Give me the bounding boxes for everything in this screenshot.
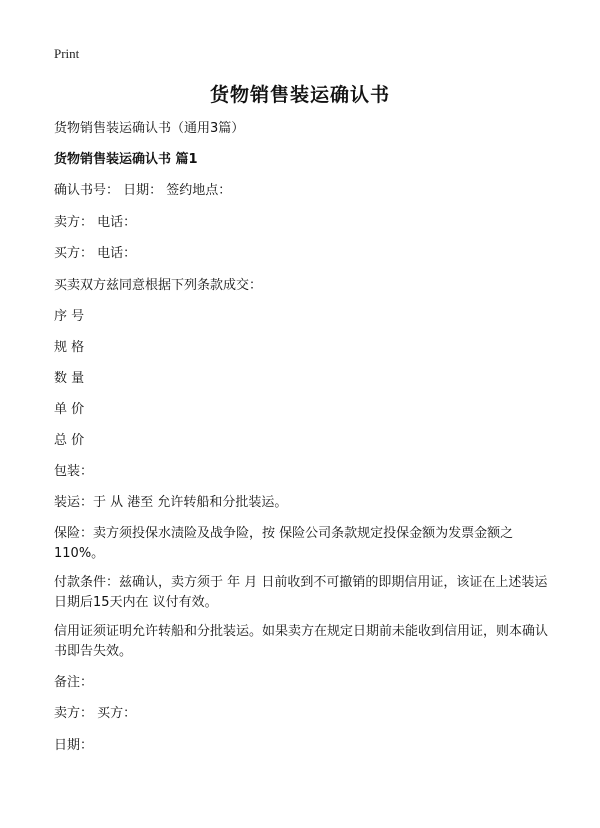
print-label[interactable]: Print	[54, 46, 80, 61]
date-line: 日期：	[54, 738, 94, 753]
remarks-line: 备注：	[54, 675, 94, 690]
insurance-paragraph: 保险：卖方须投保水渍险及战争险，按 保险公司条款规定投保金额为发票金额之110%。	[54, 526, 514, 561]
confirmation-number-line: 确认书号： 日期： 签约地点：	[54, 183, 232, 198]
quantity-label: 数 量	[54, 371, 85, 386]
letter-of-credit-paragraph: 信用证须证明允许转船和分批装运。如果卖方在规定日期前未能收到信用证，则本确认书即告失效。	[54, 624, 549, 659]
total-price-label: 总 价	[54, 433, 85, 448]
unit-price-label: 单 价	[54, 402, 85, 417]
section-title: 货物销售装运确认书 篇1	[54, 152, 198, 167]
document-subtitle: 货物销售装运确认书（通用3篇）	[54, 121, 245, 136]
buyer-line: 买方： 电话：	[54, 246, 137, 261]
shipment-line: 装运：于 从 港至 允许转船和分批装运。	[54, 495, 288, 510]
seller-line: 卖方： 电话：	[54, 215, 137, 230]
document-title: 货物销售装运确认书	[209, 84, 390, 106]
signature-line: 卖方： 买方：	[54, 706, 137, 721]
agreement-line: 买卖双方兹同意根据下列条款成交：	[54, 278, 263, 293]
packing-line: 包装：	[54, 464, 94, 479]
specification-label: 规 格	[54, 340, 85, 355]
item-number-label: 序 号	[54, 309, 85, 324]
payment-terms-paragraph: 付款条件：兹确认，卖方须于 年 月 日前收到不可撤销的即期信用证，该证在上述装运日期后15天内在 议付有效。	[54, 575, 548, 610]
